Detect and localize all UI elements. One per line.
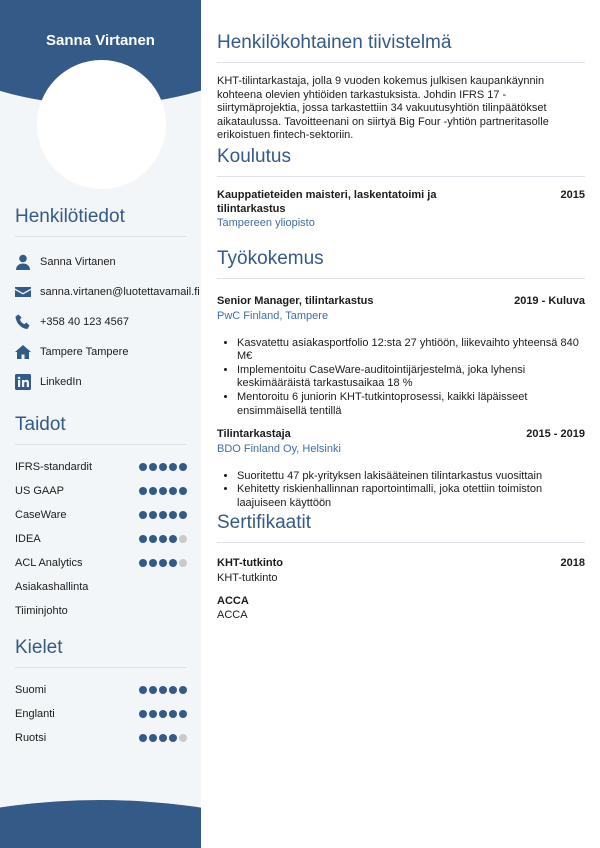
language-rating <box>139 686 187 694</box>
job-achievements <box>217 470 585 511</box>
certificate-issuer: ACCA <box>217 609 248 622</box>
achievement-item: • Kehitetty riskienhallinnan raportointimalli, joka otettiin toimiston laajuiseen käyttöön <box>237 483 585 510</box>
job-company: BDO Finland Oy, Helsinki <box>217 442 341 455</box>
personal-email-row[interactable] <box>15 277 200 307</box>
summary-section <box>217 32 585 143</box>
certificate-entry <box>217 555 585 585</box>
job-header <box>217 295 585 309</box>
certificate-name: ACCA <box>217 594 249 607</box>
skills-title: Taidot <box>15 414 187 445</box>
language-name: Englanti <box>15 708 55 720</box>
skill-row <box>15 599 187 623</box>
personal-email[interactable]: sanna.virtanen@luotettavamail.fi <box>40 286 200 298</box>
user-icon <box>15 254 31 270</box>
certificate-name: KHT-tutkinto <box>217 557 283 569</box>
languages-section <box>15 637 187 750</box>
personal-location: Tampere Tampere <box>40 346 129 358</box>
skill-name: US GAAP <box>15 485 64 497</box>
skill-name: IDEA <box>15 533 41 545</box>
certificate-year: 2018 <box>560 557 585 569</box>
personal-linkedin-row[interactable] <box>15 367 187 397</box>
language-name: Suomi <box>15 684 47 696</box>
job-company: PwC Finland, Tampere <box>217 309 329 322</box>
skill-row <box>15 551 187 575</box>
personal-phone-row[interactable] <box>15 307 187 337</box>
job-dates: 2015 - 2019 <box>526 428 585 441</box>
school: Tampereen yliopisto <box>217 217 315 230</box>
certificate-entry <box>217 585 585 623</box>
footer-fill <box>0 828 201 848</box>
skill-name: CaseWare <box>15 509 67 521</box>
skill-row <box>15 455 187 479</box>
certificate-issuer: KHT-tutkinto <box>217 571 278 584</box>
skill-name: IFRS-standardit <box>15 461 93 473</box>
achievement-item: • Suoritettu 47 pk-yrityksen lakisääteinen tilintarkastus vuosittain <box>237 470 585 484</box>
degree: Kauppatieteiden maisteri, laskentatoimi ja tilintarkastus <box>217 189 437 215</box>
personal-info-title: Henkilötiedot <box>15 206 187 237</box>
skill-row <box>15 575 187 599</box>
experience-section <box>217 248 585 511</box>
achievement-item: • Implementoitu CaseWare-auditointijärjestelmä, joka lyhensi keskimääräistä tarkastusaikaa 18 % <box>237 364 585 391</box>
personal-linkedin[interactable]: LinkedIn <box>40 376 82 388</box>
summary-title: Henkilökohtainen tiivistelmä <box>217 32 585 63</box>
job-role: Senior Manager, tilintarkastus <box>217 295 374 307</box>
linkedin-icon <box>15 374 31 390</box>
achievement-item: • Mentoroitu 6 juniorin KHT-tutkintoprosessi, kaikki läpäisseet ensimmäisellä tentillä <box>237 391 585 418</box>
job-entry <box>217 418 585 510</box>
job-role: Tilintarkastaja <box>217 428 291 441</box>
home-icon <box>15 344 31 360</box>
achievement-item: • Kasvatettu asiakasportfolio 12:sta 27 yhtiöön, liikevaihto yhteensä 840 M€ <box>237 337 585 364</box>
experience-title: Työkokemus <box>217 248 585 279</box>
skill-row <box>15 503 187 527</box>
languages-title: Kielet <box>15 637 187 668</box>
personal-phone[interactable]: +358 40 123 4567 <box>40 316 130 328</box>
skill-row <box>15 479 187 503</box>
envelope-icon <box>15 284 31 300</box>
education-year: 2015 <box>560 189 585 201</box>
personal-name: Sanna Virtanen <box>40 256 116 268</box>
summary-text: KHT-tilintarkastaja, jolla 9 vuoden kokemus julkisen kaupankäynnin kohteena olevien yhtiöiden tarkastuksista. Johdin IFRS 17 -siirtymäprojektia, jossa tarkastettiin 34 vakuutusyhtiön tilinpäätökset aikataulussa. Tavoitteenani on siirtyä Big Four -yhtiön partneritasolle erikoistuen fintech-sektoriin. <box>217 75 549 142</box>
skill-rating <box>139 559 187 567</box>
language-row <box>15 702 187 726</box>
skill-row <box>15 527 187 551</box>
language-rating <box>139 734 187 742</box>
personal-name-row <box>15 247 187 277</box>
certificate-header <box>217 595 585 609</box>
phone-icon <box>15 314 31 330</box>
personal-location-row <box>15 337 187 367</box>
skill-name: Asiakashallinta <box>15 581 89 593</box>
certificate-header <box>217 557 585 571</box>
language-row <box>15 678 187 702</box>
education-title: Koulutus <box>217 146 585 177</box>
education-entry-header <box>217 189 585 216</box>
job-achievements <box>217 337 585 419</box>
job-header <box>217 428 585 442</box>
candidate-name: Sanna Virtanen <box>46 32 155 49</box>
skill-rating <box>139 535 187 543</box>
skill-rating <box>139 511 187 519</box>
skills-section <box>15 414 187 623</box>
sidebar <box>0 0 201 848</box>
skill-name: Tiiminjohto <box>15 605 68 617</box>
language-row <box>15 726 187 750</box>
skill-rating <box>139 487 187 495</box>
profile-photo <box>37 60 166 189</box>
skill-rating <box>139 463 187 471</box>
certificates-section <box>217 512 585 622</box>
skill-name: ACL Analytics <box>15 557 83 569</box>
certificates-title: Sertifikaatit <box>217 512 585 543</box>
job-dates: 2019 - Kuluva <box>514 295 585 307</box>
language-name: Ruotsi <box>15 732 47 744</box>
language-rating <box>139 710 187 718</box>
personal-info-section <box>15 206 200 397</box>
education-section <box>217 146 585 230</box>
job-entry <box>217 291 585 418</box>
